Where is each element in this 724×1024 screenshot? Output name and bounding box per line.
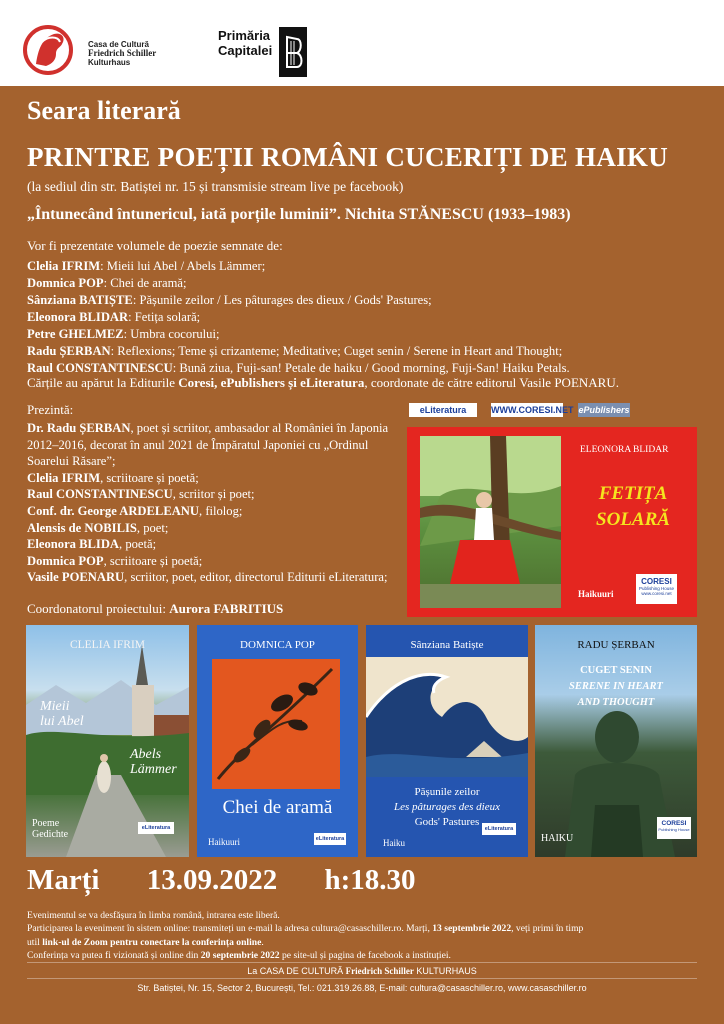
event-day: Marți (27, 864, 100, 896)
list-item: Domnica POP, scriitoare și poetă; (27, 553, 203, 568)
book-cover-domnica (197, 625, 358, 857)
books-intro: Vor fi prezentate volumele de poezie semnate de: (27, 238, 283, 253)
book-cover-radu (535, 625, 697, 857)
cover-publisher-badge: eLiteratura (482, 823, 516, 835)
list-item: Conf. dr. George ARDELEANU, filolog; (27, 503, 243, 518)
header-bar (0, 0, 724, 86)
branch-painting-icon (212, 659, 340, 789)
event-time: h:18.30 (324, 864, 416, 896)
coresi-badge: WWW.CORESI.NET (491, 405, 574, 415)
cover-author: DOMNICA POP (240, 639, 315, 651)
epublishers-badge: ePublishers (578, 405, 630, 415)
girl-tree-illustration-icon (420, 436, 561, 608)
cover-publisher-badge: CORESI Publishing House (657, 817, 691, 839)
event-schedule (27, 864, 416, 897)
event-quote: „Întunecând întunericul, iată porțile luminii”. Nichita STĂNESCU (1933–1983) (27, 206, 571, 223)
list-item: Petre GHELMEZ: Umbra cocorului; (27, 327, 220, 341)
cover-genre: Haiku (383, 838, 405, 848)
cover-publisher-badge: eLiteratura (138, 822, 174, 834)
feature-book-author: ELEONORA BLIDAR (580, 445, 669, 455)
cover-title-ro: Mieii lui Abel (40, 699, 84, 729)
feature-book-genre: Haikuuri (578, 589, 614, 599)
list-item: Alensis de NOBILIS, poet; (27, 520, 169, 535)
presenters-label: Prezintă: (27, 402, 74, 417)
list-item: Clelia IFRIM, scriitoare și poetă; (27, 470, 199, 485)
book-cover-sanziana (366, 625, 528, 857)
primaria-logo-icon (279, 27, 307, 77)
cover-title: Pășunile zeilor Les pâturages des dieux Gods' Pastures (393, 786, 500, 828)
book-cover-clelia (26, 625, 189, 857)
cover-genre: HAIKU (541, 833, 574, 844)
book-list (27, 258, 570, 377)
publishers-line: Cărțile au apărut la Editurile Coresi, ePublishers și eLiteratura, coordonate de către editorul Vasile POENARU. (27, 375, 619, 390)
event-kicker: Seara literară (27, 96, 181, 125)
cover-title: Chei de aramă (222, 797, 333, 818)
primaria-logo-text: Primăria Capitalei (218, 28, 273, 58)
list-item: Vasile POENARU, scriitor, poet, editor, directorul Editurii eLiteratura; (27, 570, 388, 585)
feature-book-photo (420, 436, 561, 608)
cover-title: CUGET SENIN SERENE IN HEART AND THOUGHT (569, 665, 663, 708)
event-title: PRINTRE POEȚII ROMÂNI CUCERIȚI DE HAIKU (27, 142, 669, 172)
list-item: Dr. Radu ȘERBAN, poet și scriitor, ambasador al României în Japonia 2012–2016, decorat în anul 2021 de Împăratul Japoniei cu „Ordinul Soarelui Răsare”; (27, 421, 389, 469)
cover-publisher-badge: eLiteratura (314, 833, 346, 845)
eliteratura-badge: eLiteratura (409, 403, 477, 417)
cover-title-de: Abels Lämmer (130, 747, 177, 777)
list-item: Eleonora BLIDAR: Fetița solară; (27, 310, 201, 324)
cover-genre: Haikuuri (208, 837, 240, 847)
list-item: Raul CONSTANTINESCU: Bună ziua, Fuji-san! Petale de haiku / Good morning, Fuji-San! Haiku Petals. (27, 361, 570, 375)
footer-divider-top (27, 962, 697, 963)
cover-author: CLELIA IFRIM (69, 639, 146, 651)
cover-author: RADU ȘERBAN (577, 639, 655, 651)
feature-book-title: FETIȚA SOLARĂ (596, 483, 670, 530)
cover-author: Sânziana Batiște (410, 639, 484, 651)
presenters-list (27, 420, 397, 586)
casa-schiller-logo-text: Casa de Cultură Friedrich Schiller Kulturhaus (88, 40, 157, 67)
list-item: Eleonora BLIDA, poetă; (27, 537, 157, 552)
list-item: Clelia IFRIM: Mieii lui Abel / Abels Lämmer; (27, 259, 266, 273)
event-date: 13.09.2022 (146, 864, 278, 896)
casa-schiller-logo-icon (22, 24, 92, 76)
list-item: Raul CONSTANTINESCU, scriitor și poet; (27, 487, 255, 502)
feature-book-cover (407, 427, 697, 617)
feature-coresi-logo: CORESI Publishing House www.coresi.net (636, 574, 677, 604)
event-info: Evenimentul se va desfășura în limba română, intrarea este liberă. Participarea la eveniment în sistem online: transmiteți un e-mail la adresa cultura@casaschiller.ro. Marți, 13 septembrie 2022, veți primi în timp util link-ul de Zoom pentru conectare la conferința online. Conferința va putea fi vizionată și online din 20 septembrie 2022 pe site-ul și pagina de facebook a instituției. (27, 910, 584, 961)
list-item: Radu ȘERBAN: Reflexions; Teme și crizanteme; Meditative; Cuget senin / Serene in Heart and Thought; (27, 344, 563, 358)
great-wave-painting-icon (366, 657, 528, 777)
footer-divider-bottom (27, 978, 697, 979)
event-subtitle: (la sediul din str. Batiștei nr. 15 și transmisie stream live pe facebook) (27, 179, 404, 194)
list-item: Domnica POP: Chei de aramă; (27, 276, 187, 290)
footer-org: La CASA DE CULTURĂ Friedrich Schiller KULTURHAUS (247, 966, 477, 976)
footer-contact: Str. Batiștei, Nr. 15, Sector 2, București, Tel.: 021.319.26.88, E-mail: cultura@casaschiller.ro, www.casaschiller.ro (137, 983, 587, 993)
cover-genre: Poeme Gedichte (32, 818, 69, 840)
list-item: Sânziana BATIȘTE: Pășunile zeilor / Les pâturages des dieux / Gods' Pastures; (27, 293, 432, 307)
coordinator-line: Coordonatorul proiectului: Aurora FABRITIUS (27, 601, 284, 616)
